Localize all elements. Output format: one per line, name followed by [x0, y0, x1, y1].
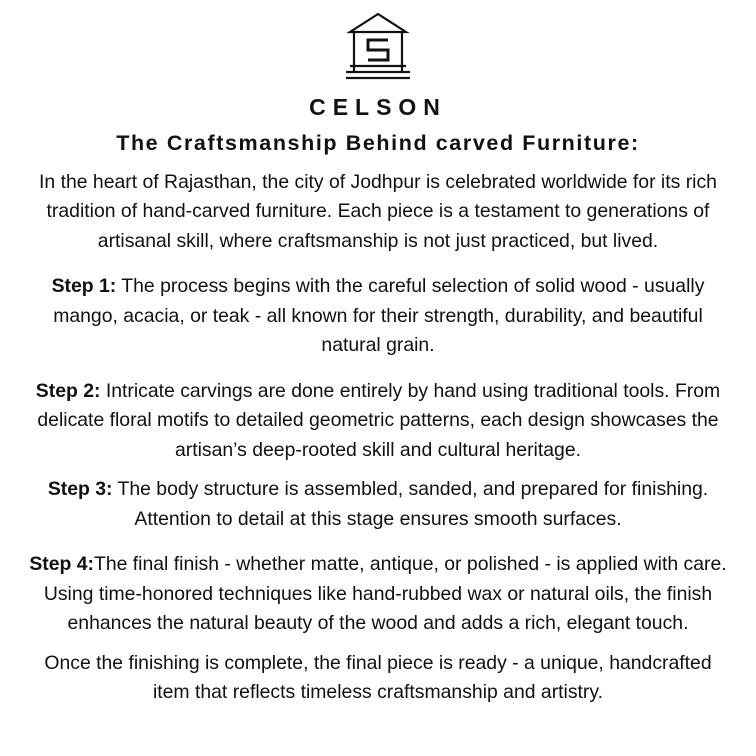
closing-paragraph: Once the finishing is complete, the final piece is ready - a unique, handcrafted item that reflects timeless craftsmanship and artistry.	[44, 651, 712, 704]
step-paragraph-3	[25, 475, 731, 534]
step-text-3: The body structure is assembled, sanded, and prepared for finishing. Attention to detail at this stage ensures smooth surfaces.	[112, 478, 709, 530]
intro-paragraph: In the heart of Rajasthan, the city of Jodhpur is celebrated worldwide for its rich tradition of hand-carved furniture. Each piece is a testament to generations of artisanal skill, where craftsmanship is not just practiced, but lived.	[39, 171, 717, 252]
step-label-1: Step 1:	[51, 275, 117, 298]
step-paragraph-2	[25, 377, 731, 465]
brand-name: CELSON	[309, 94, 447, 120]
page-title: The Craftsmanship Behind carved Furniture:	[116, 131, 640, 155]
step-paragraph-4	[25, 550, 731, 638]
step-text-4: The final finish - whether matte, antique, or polished - is applied with care. Using time-honored techniques like hand-rubbed wax or natural oils, the finish enhances the natural beauty of the wood and adds a rich, elegant touch.	[43, 553, 727, 635]
step-label-3: Step 3:	[47, 478, 113, 501]
celson-house-monogram-logo-icon	[332, 10, 424, 88]
step-paragraph-1	[25, 272, 731, 360]
logo	[332, 10, 424, 88]
step-text-2: Intricate carvings are done entirely by hand using traditional tools. From delicate floral motifs to detailed geometric patterns, each design showcases the artisan’s deep-rooted skill and cultural heritage.	[37, 379, 721, 461]
step-label-2: Step 2:	[35, 379, 101, 402]
step-text-1: The process begins with the careful selection of solid wood - usually mango, acacia, or teak - all known for their strength, durability, and beautiful natural grain.	[53, 275, 705, 357]
step-label-4: Step 4:	[29, 553, 94, 576]
